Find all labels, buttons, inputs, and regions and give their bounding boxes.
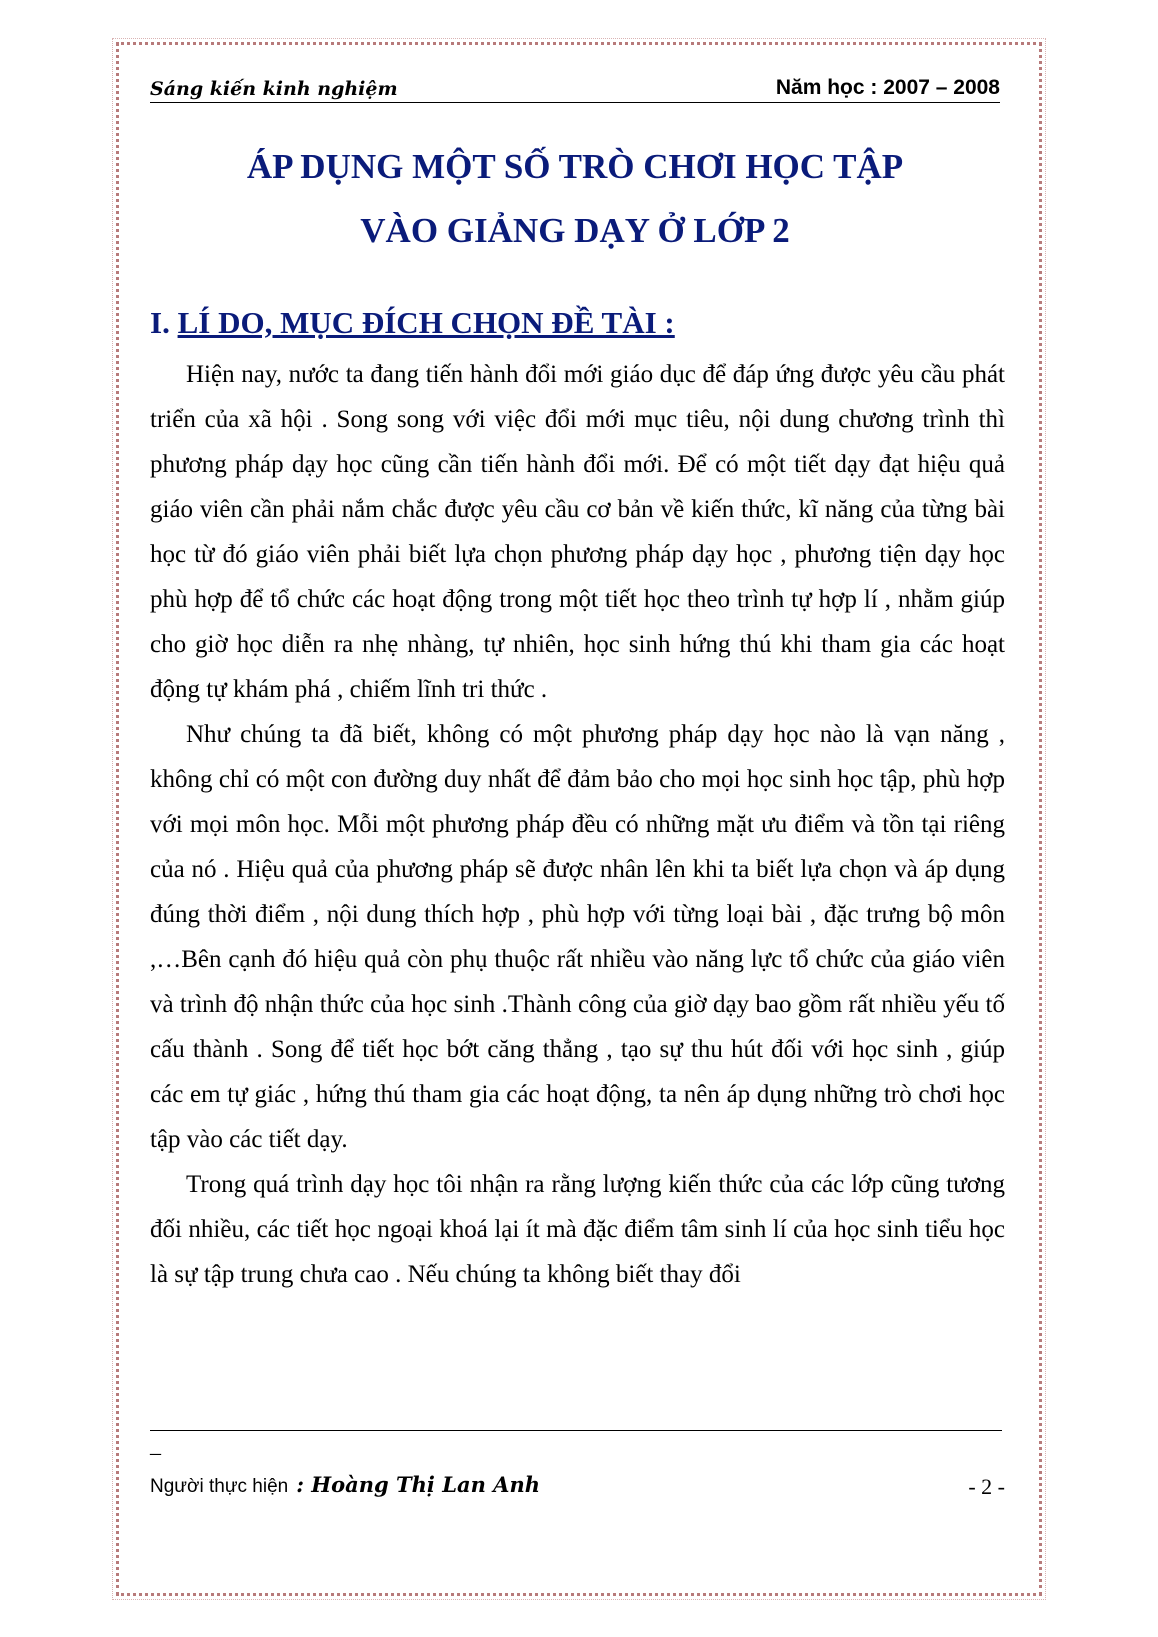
footer-divider [150,1430,1002,1431]
page-number: - 2 - [968,1474,1005,1499]
title-line-2: VÀO GIẢNG DẠY Ở LỚP 2 [360,211,790,250]
document-title [150,135,1000,263]
footer-dash: _ [150,1432,161,1457]
title-line-1: ÁP DỤNG MỘT SỐ TRÒ CHƠI HỌC TẬP [246,147,904,186]
header-left-text: Sáng kiến kinh nghiệm [150,78,398,100]
section-title: LÍ DO, MỤC ĐÍCH CHỌN ĐỀ TÀI : [177,305,675,340]
page-footer [150,1472,1005,1506]
paragraph-2: Như chúng ta đã biết, không có một phương pháp dạy học nào là vạn năng , không chỉ có một con đường duy nhất để đảm bảo cho mọi học sinh học tập, phù hợp với mọi môn học. Mỗi một phương pháp đều có những mặt ưu điểm và tồn tại riêng của nó . Hiệu quả của phương pháp sẽ được nhân lên khi ta biết lựa chọn và áp dụng đúng thời điểm , nội dung thích hợp , phù hợp với từng loại bài , đặc trưng bộ môn ,…Bên cạnh đó hiệu quả còn phụ thuộc rất nhiều vào năng lực tổ chức của giáo viên và trình độ nhận thức của học sinh .Thành công của giờ dạy bao gồm rất nhiều yếu tố cấu thành . Song để tiết học bớt căng thẳng , tạo sự thu hút đối với học sinh , giúp các em tự giác , hứng thú tham gia các hoạt động, ta nên áp dụng những trò chơi học tập vào các tiết dạy. [150,721,1005,1153]
footer-label: Người thực hiện [150,1476,289,1497]
footer-author: : Hoàng Thị Lan Anh [296,1472,540,1497]
paragraph-1: Hiện nay, nước ta đang tiến hành đổi mới giáo dục để đáp ứng được yêu cầu phát triển của xã hội . Song song với việc đổi mới mục tiêu, nội dung chương trình thì phương pháp dạy học cũng cần tiến hành đổi mới. Để có một tiết dạy đạt hiệu quả giáo viên cần phải nắm chắc được yêu cầu cơ bản về kiến thức, kĩ năng của từng bài học từ đó giáo viên phải biết lựa chọn phương pháp dạy học , phương tiện dạy học phù hợp để tổ chức các hoạt động trong một tiết học theo trình tự hợp lí , nhằm giúp cho giờ học diễn ra nhẹ nhàng, tự nhiên, học sinh hứng thú khi tham gia các hoạt động tự khám phá , chiếm lĩnh tri thức . [150,361,1005,703]
body-text [150,352,1005,1297]
header-school-year: Năm học : 2007 – 2008 [775,76,1000,99]
paragraph-3: Trong quá trình dạy học tôi nhận ra rằng lượng kiến thức của các lớp cũng tương đối nhiều, các tiết học ngoại khoá lại ít mà đặc điểm tâm sinh lí của học sinh tiểu học là sự tập trung chưa cao . Nếu chúng ta không biết thay đổi [150,1171,1005,1288]
section-number: I. [150,305,178,340]
section-heading [150,305,675,341]
page-header [150,72,1000,103]
